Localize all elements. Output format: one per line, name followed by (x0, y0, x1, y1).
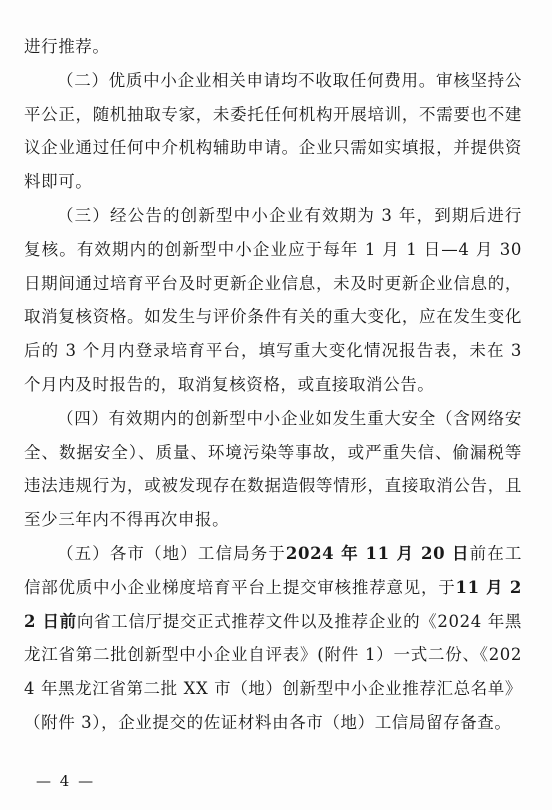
paragraph-5-text-c: 向省工信厅提交正式推荐文件以及推荐企业的《2024 年黑龙江省第二批创新型中小企业自评表》(附件 1）一式二份、《2024 年黑龙江省第二批 XX 市（地）创新型中小企业推荐汇总名单》（附件 3），企业提交的佐证材料由各市（地）工信局留存备查。 (24, 611, 522, 732)
paragraph-continuation: 进行推荐。 (24, 37, 110, 56)
paragraph-4: （四）有效期内的创新型中小企业如发生重大安全（含网络安全、数据安全）、质量、环境污染等事故，或严重失信、偷漏税等违法违规行为，或被发现存在数据造假等情形，直接取消公告，且至少三年内不得再次申报。 (24, 408, 522, 530)
paragraph-2: （二）优质中小企业相关申请均不收取任何费用。审核坚持公平公正，随机抽取专家，未委托任何机构开展培训，不需要也不建议企业通过任何中介机构辅助申请。企业只需如实填报，并提供资料即可。 (24, 70, 522, 192)
paragraph-3: （三）经公告的创新型中小企业有效期为 3 年，到期后进行复核。有效期内的创新型中小企业应于每年 1 月 1 日—4 月 30 日期间通过培育平台及时更新企业信息，未及时更新企业信息的，取消复核资格。如发生与评价条件有关的重大变化，应在发生变化后的 3 个月内登录培育平台，填写重大变化情况报告表，未在 3 个月内及时报告的，取消复核资格，或直接取消公告。 (24, 205, 522, 394)
document-body (24, 30, 522, 740)
paragraph-5-text-b: 前在工信部优质中小企业梯度培育平台上提交审核推荐意见，于 (24, 543, 522, 597)
page-number: — 4 — (36, 772, 96, 790)
paragraph-5 (24, 537, 522, 740)
deadline-date-2: 11 月 22 日前 (24, 577, 523, 631)
deadline-date-1: 2024 年 11 月 20 日 (285, 543, 470, 563)
paragraph-5-text-a: （五）各市（地）工信局务于 (57, 543, 286, 563)
